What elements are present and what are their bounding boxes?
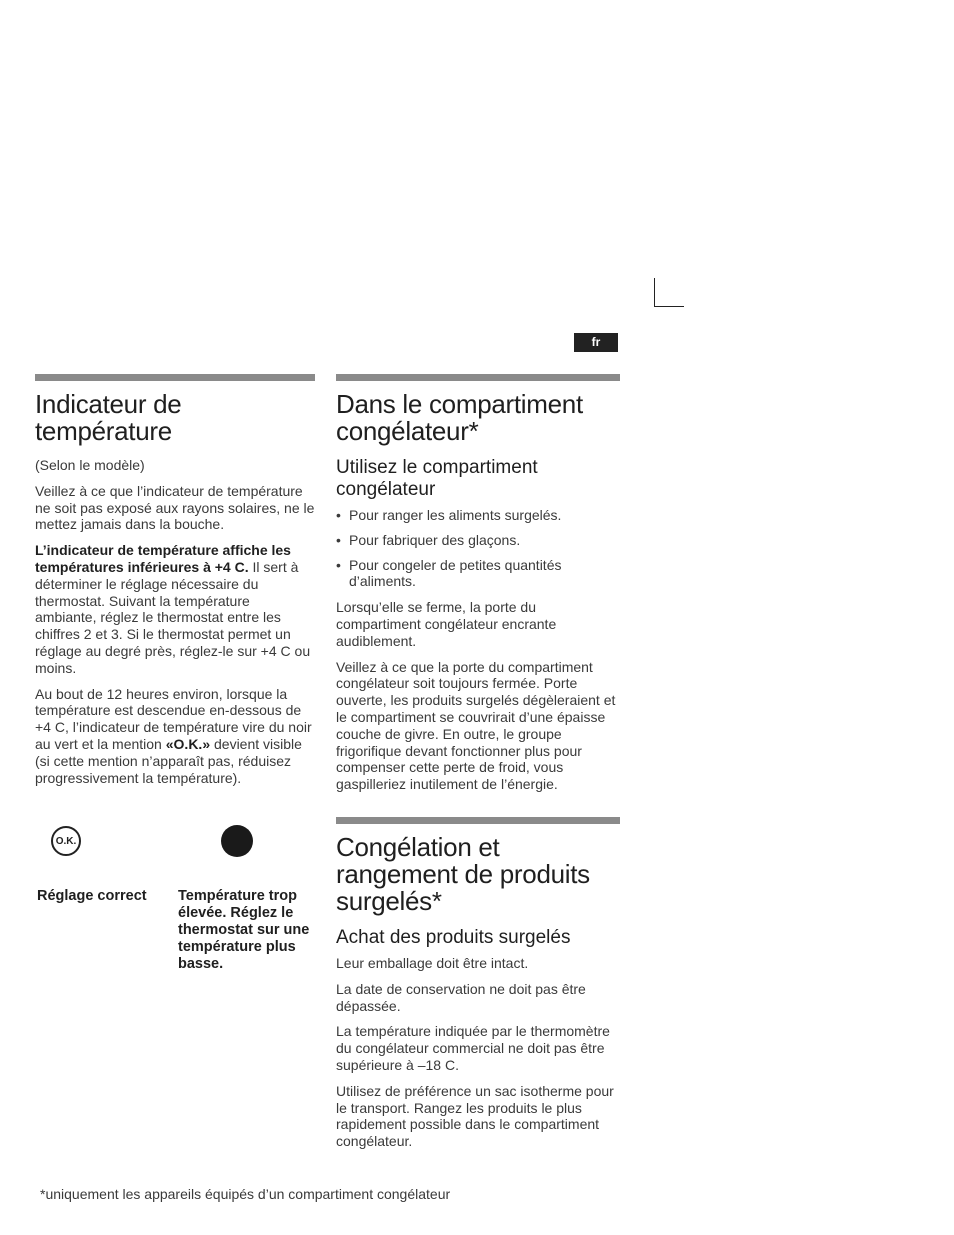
list-item: • Pour ranger les aliments surgelés. [336,507,620,524]
paragraph: Lorsqu’elle se ferme, la porte du compartiment congélateur encrante audiblement. [336,599,557,649]
model-note: (Selon le modèle) [35,457,145,473]
paragraph: Veillez à ce que l’indicateur de température ne soit pas exposé aux rayons solaires, ne le mettez jamais dans la bouche. [35,482,315,533]
subsection-title: Achat des produits surgelés [336,926,571,948]
section-title: Congélation et rangement de produits surgelés* [336,831,590,916]
paragraph: Utilisez de préférence un sac isotherme pour le transport. Rangez les produits le plus rapidement possible dans le compartiment congélateur. [336,1082,614,1150]
paragraph: Veillez à ce que la porte du compartiment congélateur soit toujours fermée. Porte ouverte, les produits surgelés dégèleraient et le compartiment se couvrirait d’une épaisse couche de givre. En outre, le groupe frigorifique devant fonctionner plus pour compenser cette perte de froid, vous gaspilleriez inutilement de l’énergie. [336,658,616,793]
crop-mark [654,278,684,307]
ok-icon-label: O.K. [55,835,77,847]
paragraph [35,542,315,676]
paragraph [35,686,315,787]
freezer-section [336,374,620,1159]
section-bar [336,817,620,824]
section-title: Dans le compartiment congélateur* [336,389,583,446]
paragraph: La température indiquée par le thermomètre du congélateur commercial ne doit pas être supérieure à –18 C. [336,1023,610,1073]
section-title: Indicateur de température [35,389,182,446]
section-bar [336,374,620,381]
paragraph: La date de conservation ne doit pas être dépassée. [336,980,586,1014]
text: Il sert à déterminer le réglage nécessaire du thermostat. Suivant la température ambiante, réglez le thermostat entre les chiffres 2 et 3. Si le thermostat permet un réglage au degré près, réglez-le sur +4 C ou moins. [35,558,311,676]
subsection-title: Utilisez le compartiment congélateur [336,457,538,500]
bold-text: «O.K.» [165,735,211,752]
text: Au bout de 12 heures environ, lorsque la température est descendue en-dessous de +4 C, l’indicateur de température vire du noir au vert et la mention [35,685,312,752]
bullet-list [336,507,620,590]
ok-indicator-icon [51,826,81,856]
language-tab: fr [574,333,618,352]
temperature-indicator-section [35,374,315,795]
section-bar [35,374,315,381]
black-dot-icon [221,825,253,857]
text: devient visible (si cette mention n’apparaît pas, réduisez progressivement la température). [35,735,302,786]
footnote: *uniquement les appareils équipés d’un compartiment congélateur [40,1186,451,1202]
bold-text: L’indicateur de température affiche les températures inférieures à +4 C. [35,542,291,575]
caption-correct: Réglage correct [37,888,147,904]
list-item: • Pour congeler de petites quantités d’aliments. [336,557,620,591]
list-item: • Pour fabriquer des glaçons. [336,532,620,549]
paragraph: Leur emballage doit être intact. [336,954,529,971]
caption-too-high: Température trop élevée. Réglez le thermostat sur une température plus basse. [178,888,310,972]
